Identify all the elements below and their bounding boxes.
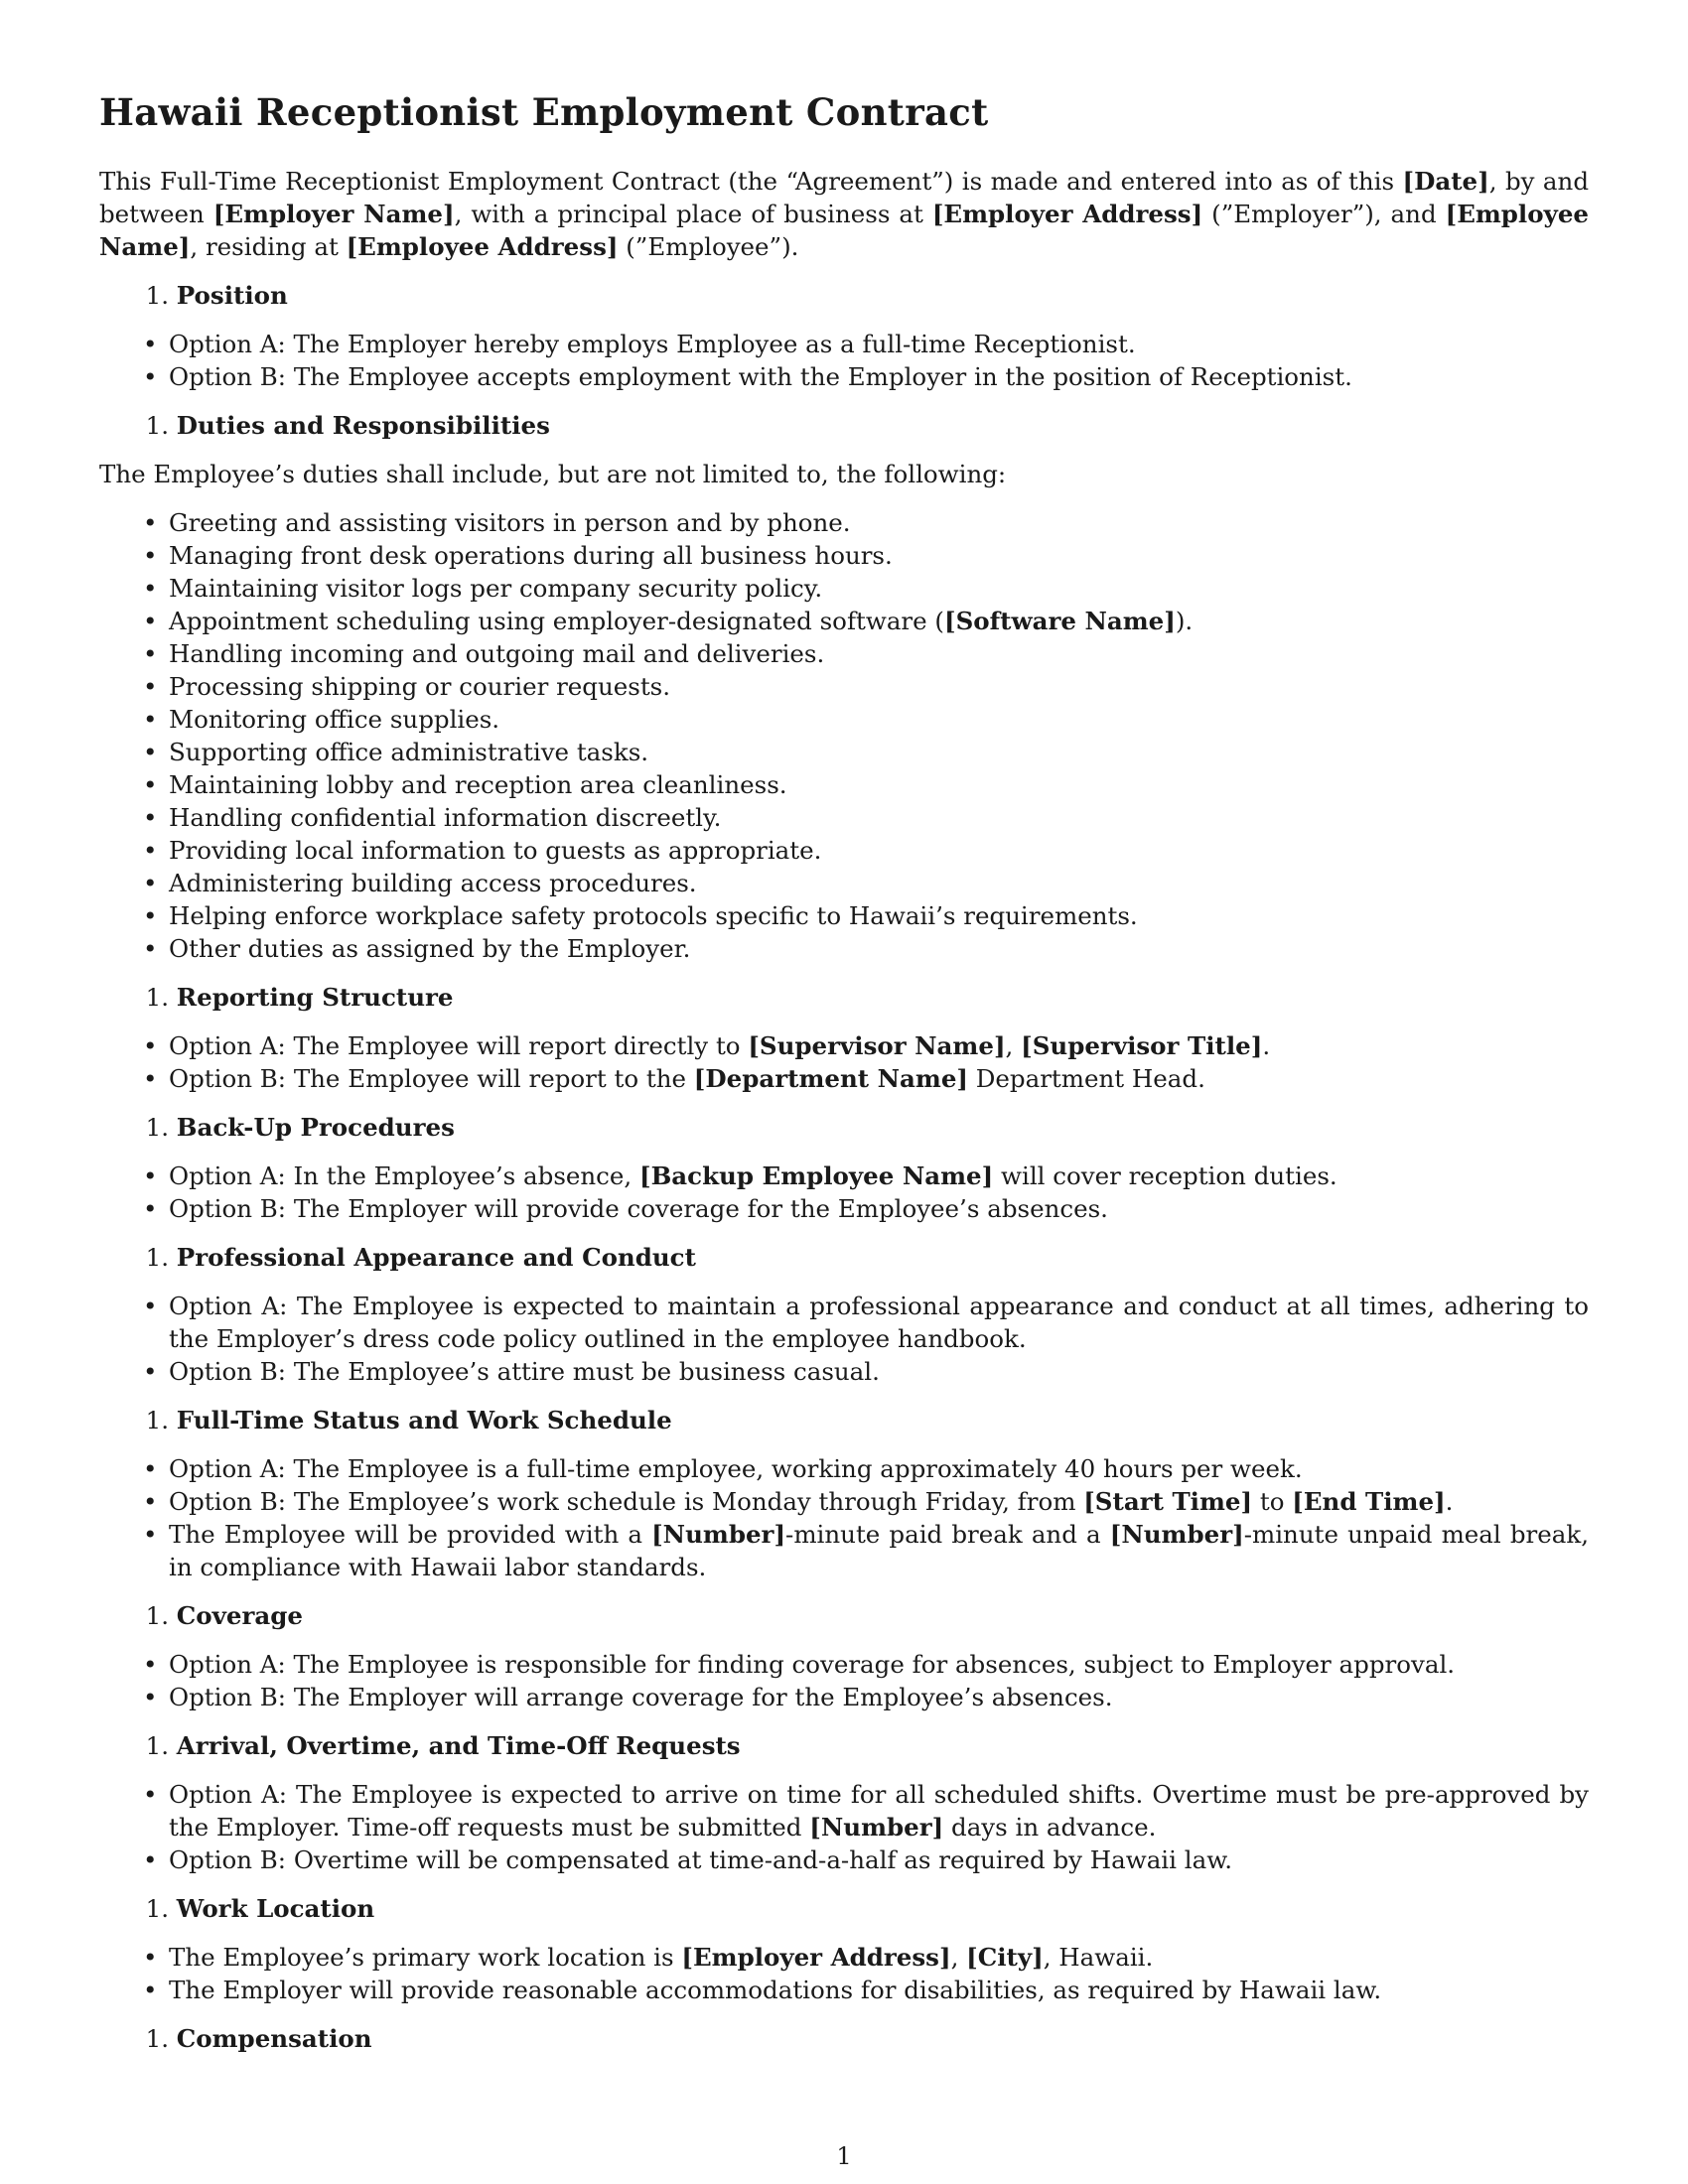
arrival-list: [99, 1778, 1589, 1876]
placeholder-employer-address: [Employer Address]: [931, 200, 1203, 228]
section-heading-arrival: 1. Arrival, Overtime, and Time-Off Requests: [145, 1731, 741, 1760]
duties-list: [99, 506, 1589, 965]
placeholder-supervisor-name: [Supervisor Name]: [748, 1031, 1006, 1060]
section-heading-reporting: 1. Reporting Structure: [145, 983, 454, 1012]
list-item: • Option A: The Employee is a full-time employee, working approximately 40 hours per week.: [169, 1452, 1589, 1485]
placeholder-backup-employee-name: [Backup Employee Name]: [638, 1161, 994, 1190]
page-number: 1: [836, 2142, 852, 2170]
backup-list: [99, 1160, 1589, 1225]
section-heading-schedule: 1. Full-Time Status and Work Schedule: [145, 1406, 672, 1434]
list-item: • Providing local information to guests as appropriate.: [169, 834, 1589, 867]
list-item: • Monitoring office supplies.: [169, 703, 1589, 736]
schedule-list: [99, 1452, 1589, 1583]
duties-lead: The Employee’s duties shall include, but are not limited to, the following:: [99, 460, 1007, 488]
document-title: Hawaii Receptionist Employment Contract: [99, 90, 989, 134]
list-item: • Option A: The Employee is responsible for finding coverage for absences, subject to Employer approval.: [169, 1648, 1589, 1681]
placeholder-number: [Number]: [1109, 1520, 1244, 1549]
list-item: • Handling confidential information discreetly.: [169, 801, 1589, 834]
placeholder-city: [City]: [966, 1943, 1044, 1972]
list-item: • Option B: The Employer will arrange coverage for the Employee’s absences.: [169, 1681, 1589, 1713]
placeholder-employer-address: [Employer Address]: [681, 1943, 951, 1972]
list-item: • Option B: The Employee will report to the [Department Name] Department Head.: [169, 1062, 1589, 1095]
placeholder-supervisor-title: [Supervisor Title]: [1021, 1031, 1263, 1060]
document-page: [99, 87, 1589, 2055]
list-item: • The Employee’s primary work location is [Employer Address], [City], Hawaii.: [169, 1941, 1589, 1974]
list-item: • Maintaining lobby and reception area cleanliness.: [169, 768, 1589, 801]
section-heading-backup: 1. Back-Up Procedures: [145, 1113, 455, 1142]
list-item: • Option A: The Employer hereby employs Employee as a full-time Receptionist.: [169, 328, 1589, 360]
list-item: • Handling incoming and outgoing mail and deliveries.: [169, 637, 1589, 670]
list-item: • Other duties as assigned by the Employer.: [169, 932, 1589, 965]
placeholder-employer-name: [Employer Name]: [212, 200, 455, 228]
section-heading-location: 1. Work Location: [145, 1894, 375, 1923]
placeholder-department-name: [Department Name]: [693, 1064, 968, 1093]
list-item: • Option B: The Employer will provide coverage for the Employee’s absences.: [169, 1192, 1589, 1225]
placeholder-number: [Number]: [651, 1520, 786, 1549]
section-heading-coverage: 1. Coverage: [145, 1601, 303, 1630]
list-item: • Appointment scheduling using employer-designated software ([Software Name]).: [169, 605, 1589, 637]
placeholder-end-time: [End Time]: [1292, 1487, 1446, 1516]
list-item: • Maintaining visitor logs per company security policy.: [169, 572, 1589, 605]
list-item: • The Employer will provide reasonable accommodations for disabilities, as required by Hawaii law.: [169, 1974, 1589, 2006]
list-item: • Option A: The Employee is expected to maintain a professional appearance and conduct at all times, adhering to the Employer’s dress code policy outlined in the employee handbook.: [169, 1290, 1589, 1355]
list-item: • Option B: Overtime will be compensated at time-and-a-half as required by Hawaii law.: [169, 1843, 1589, 1876]
section-heading-appearance: 1. Professional Appearance and Conduct: [145, 1243, 696, 1272]
section-heading-position: 1. Position: [145, 281, 288, 310]
list-item: • Option A: The Employee is expected to arrive on time for all scheduled shifts. Overtime must be pre-approved by the Employer. Time-off requests must be submitted [Number] days in advance.: [169, 1778, 1589, 1843]
placeholder-employee-address: [Employee Address]: [346, 232, 619, 261]
list-item: • Option B: The Employee accepts employment with the Employer in the position of Receptionist.: [169, 360, 1589, 393]
placeholder-employee-name: [Employee Name]: [99, 200, 1589, 261]
list-item: • Managing front desk operations during all business hours.: [169, 539, 1589, 572]
list-item: • Option A: In the Employee’s absence, [Backup Employee Name] will cover reception duties.: [169, 1160, 1589, 1192]
coverage-list: [99, 1648, 1589, 1713]
intro-paragraph: This Full-Time Receptionist Employment Contract (the “Agreement”) is made and entered into as of this [Date], by and between [Employer Name], with a principal place of business at [Employer Address] (”Employer”), and [Employee Name], residing at [Employee Address] (”Employee”).: [99, 167, 1589, 261]
list-item: • Processing shipping or courier requests.: [169, 670, 1589, 703]
list-item: • Supporting office administrative tasks.: [169, 736, 1589, 768]
list-item: • Helping enforce workplace safety protocols specific to Hawaii’s requirements.: [169, 899, 1589, 932]
location-list: [99, 1941, 1589, 2006]
placeholder-software-name: [Software Name]: [944, 607, 1176, 635]
list-item: • Option B: The Employee’s work schedule is Monday through Friday, from [Start Time] to [End Time].: [169, 1485, 1589, 1518]
list-item: • Administering building access procedures.: [169, 867, 1589, 899]
placeholder-number: [Number]: [809, 1813, 944, 1842]
reporting-list: [99, 1029, 1589, 1095]
section-heading-compensation: 1. Compensation: [145, 2024, 372, 2053]
list-item: • Option A: The Employee will report directly to [Supervisor Name], [Supervisor Title].: [169, 1029, 1589, 1062]
list-item: • Option B: The Employee’s attire must be business casual.: [169, 1355, 1589, 1388]
list-item: • The Employee will be provided with a [Number]-minute paid break and a [Number]-minute unpaid meal break, in compliance with Hawaii labor standards.: [169, 1518, 1589, 1583]
placeholder-date: [Date]: [1402, 167, 1489, 196]
list-item: • Greeting and assisting visitors in person and by phone.: [169, 506, 1589, 539]
position-list: [99, 328, 1589, 393]
placeholder-start-time: [Start Time]: [1083, 1487, 1253, 1516]
section-heading-duties: 1. Duties and Responsibilities: [145, 411, 550, 440]
appearance-list: [99, 1290, 1589, 1388]
